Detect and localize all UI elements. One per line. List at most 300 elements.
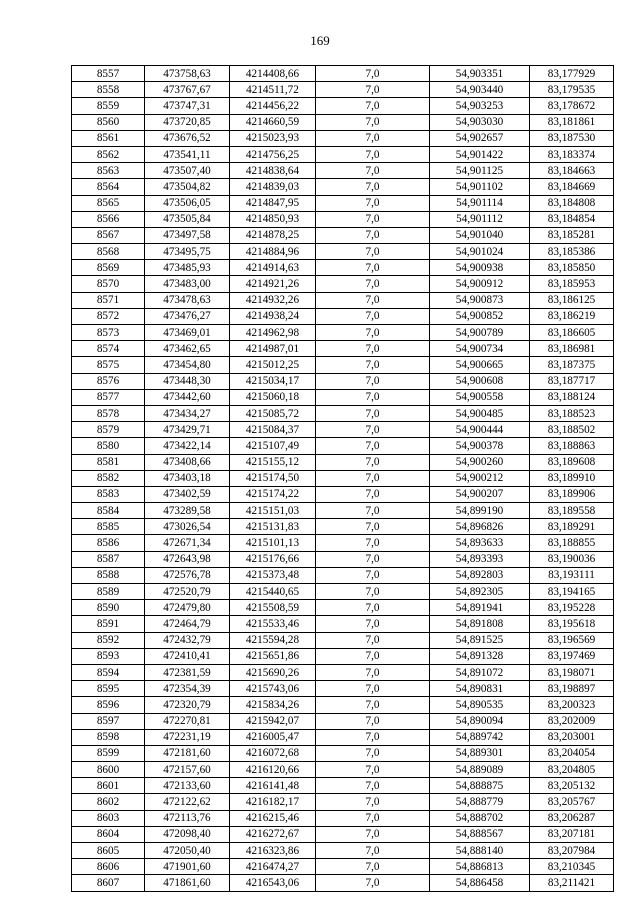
value-cell: 7,0 [316,211,430,227]
value-cell: 7,0 [316,729,430,745]
longitude-cell: 83,195618 [530,616,614,632]
value-cell: 7,0 [316,82,430,98]
latitude-cell: 54,891525 [430,632,530,648]
longitude-cell: 83,193111 [530,567,614,583]
longitude-cell: 83,206287 [530,810,614,826]
value-cell: 7,0 [316,163,430,179]
value-cell: 7,0 [316,146,430,162]
latitude-cell: 54,901114 [430,195,530,211]
table-row [72,600,614,616]
x-coordinate-cell: 473422,14 [145,438,230,454]
y-coordinate-cell: 4214987,01 [230,341,316,357]
x-coordinate-cell: 473476,27 [145,308,230,324]
table-row [72,486,614,502]
y-coordinate-cell: 4216543,06 [230,875,316,891]
y-coordinate-cell: 4216120,66 [230,762,316,778]
point-number-cell: 8567 [72,227,145,243]
longitude-cell: 83,188863 [530,438,614,454]
point-number-cell: 8560 [72,114,145,130]
y-coordinate-cell: 4215508,59 [230,600,316,616]
value-cell: 7,0 [316,357,430,373]
x-coordinate-cell: 471861,60 [145,875,230,891]
y-coordinate-cell: 4215151,03 [230,503,316,519]
table-row [72,681,614,697]
value-cell: 7,0 [316,98,430,114]
y-coordinate-cell: 4214838,64 [230,163,316,179]
point-number-cell: 8573 [72,325,145,341]
latitude-cell: 54,888702 [430,810,530,826]
x-coordinate-cell: 472643,98 [145,551,230,567]
longitude-cell: 83,188855 [530,535,614,551]
value-cell: 7,0 [316,227,430,243]
x-coordinate-cell: 473485,93 [145,260,230,276]
value-cell: 7,0 [316,551,430,567]
latitude-cell: 54,901024 [430,244,530,260]
latitude-cell: 54,900378 [430,438,530,454]
x-coordinate-cell: 472122,62 [145,794,230,810]
value-cell: 7,0 [316,778,430,794]
y-coordinate-cell: 4214511,72 [230,82,316,98]
value-cell: 7,0 [316,503,430,519]
latitude-cell: 54,889089 [430,762,530,778]
y-coordinate-cell: 4214850,93 [230,211,316,227]
y-coordinate-cell: 4214839,03 [230,179,316,195]
longitude-cell: 83,187717 [530,373,614,389]
table-row [72,405,614,421]
table-row [72,567,614,583]
table-row [72,551,614,567]
latitude-cell: 54,900873 [430,292,530,308]
latitude-cell: 54,886458 [430,875,530,891]
value-cell: 7,0 [316,681,430,697]
x-coordinate-cell: 473026,54 [145,519,230,535]
value-cell: 7,0 [316,713,430,729]
latitude-cell: 54,892305 [430,584,530,600]
x-coordinate-cell: 473462,65 [145,341,230,357]
point-number-cell: 8569 [72,260,145,276]
value-cell: 7,0 [316,567,430,583]
longitude-cell: 83,194165 [530,584,614,600]
x-coordinate-cell: 473478,63 [145,292,230,308]
y-coordinate-cell: 4215743,06 [230,681,316,697]
point-number-cell: 8596 [72,697,145,713]
table-row [72,422,614,438]
table-row [72,389,614,405]
longitude-cell: 83,188502 [530,422,614,438]
latitude-cell: 54,889742 [430,729,530,745]
latitude-cell: 54,890831 [430,681,530,697]
longitude-cell: 83,187375 [530,357,614,373]
table-row [72,227,614,243]
point-number-cell: 8584 [72,503,145,519]
x-coordinate-cell: 473469,01 [145,325,230,341]
latitude-cell: 54,900212 [430,470,530,486]
point-number-cell: 8571 [72,292,145,308]
table-row [72,519,614,535]
y-coordinate-cell: 4215085,72 [230,405,316,421]
latitude-cell: 54,893633 [430,535,530,551]
table-row [72,146,614,162]
table-row [72,648,614,664]
x-coordinate-cell: 472320,79 [145,697,230,713]
longitude-cell: 83,184808 [530,195,614,211]
x-coordinate-cell: 472354,39 [145,681,230,697]
y-coordinate-cell: 4215533,46 [230,616,316,632]
longitude-cell: 83,177929 [530,66,614,82]
value-cell: 7,0 [316,762,430,778]
value-cell: 7,0 [316,260,430,276]
latitude-cell: 54,900207 [430,486,530,502]
y-coordinate-cell: 4215084,37 [230,422,316,438]
table-row [72,163,614,179]
table-row [72,826,614,842]
latitude-cell: 54,903253 [430,98,530,114]
point-number-cell: 8599 [72,745,145,761]
y-coordinate-cell: 4215023,93 [230,130,316,146]
table-row [72,357,614,373]
y-coordinate-cell: 4215690,26 [230,664,316,680]
y-coordinate-cell: 4214660,59 [230,114,316,130]
longitude-cell: 83,188523 [530,405,614,421]
longitude-cell: 83,186219 [530,308,614,324]
value-cell: 7,0 [316,438,430,454]
point-number-cell: 8563 [72,163,145,179]
latitude-cell: 54,900852 [430,308,530,324]
x-coordinate-cell: 472464,79 [145,616,230,632]
point-number-cell: 8558 [72,82,145,98]
y-coordinate-cell: 4214878,25 [230,227,316,243]
longitude-cell: 83,207181 [530,826,614,842]
latitude-cell: 54,896826 [430,519,530,535]
y-coordinate-cell: 4215060,18 [230,389,316,405]
x-coordinate-cell: 472181,60 [145,745,230,761]
latitude-cell: 54,903440 [430,82,530,98]
y-coordinate-cell: 4216005,47 [230,729,316,745]
point-number-cell: 8590 [72,600,145,616]
table-row [72,810,614,826]
longitude-cell: 83,188124 [530,389,614,405]
y-coordinate-cell: 4215107,49 [230,438,316,454]
longitude-cell: 83,189906 [530,486,614,502]
y-coordinate-cell: 4215440,65 [230,584,316,600]
table-row [72,308,614,324]
longitude-cell: 83,204054 [530,745,614,761]
y-coordinate-cell: 4215155,12 [230,454,316,470]
x-coordinate-cell: 473676,52 [145,130,230,146]
longitude-cell: 83,184669 [530,179,614,195]
value-cell: 7,0 [316,195,430,211]
longitude-cell: 83,211421 [530,875,614,891]
point-number-cell: 8585 [72,519,145,535]
value-cell: 7,0 [316,470,430,486]
longitude-cell: 83,202009 [530,713,614,729]
y-coordinate-cell: 4215373,48 [230,567,316,583]
y-coordinate-cell: 4215012,25 [230,357,316,373]
x-coordinate-cell: 473483,00 [145,276,230,292]
table-row [72,778,614,794]
point-number-cell: 8606 [72,859,145,875]
value-cell: 7,0 [316,794,430,810]
x-coordinate-cell: 471901,60 [145,859,230,875]
y-coordinate-cell: 4216072,68 [230,745,316,761]
longitude-cell: 83,181861 [530,114,614,130]
value-cell: 7,0 [316,292,430,308]
table-row [72,260,614,276]
point-number-cell: 8577 [72,389,145,405]
value-cell: 7,0 [316,648,430,664]
x-coordinate-cell: 472671,34 [145,535,230,551]
latitude-cell: 54,901422 [430,146,530,162]
value-cell: 7,0 [316,422,430,438]
x-coordinate-cell: 473747,31 [145,98,230,114]
y-coordinate-cell: 4214962,98 [230,325,316,341]
value-cell: 7,0 [316,179,430,195]
y-coordinate-cell: 4214884,96 [230,244,316,260]
table-row [72,325,614,341]
point-number-cell: 8572 [72,308,145,324]
x-coordinate-cell: 472520,79 [145,584,230,600]
latitude-cell: 54,901125 [430,163,530,179]
table-row [72,843,614,859]
longitude-cell: 83,183374 [530,146,614,162]
value-cell: 7,0 [316,341,430,357]
table-row [72,794,614,810]
table-row [72,179,614,195]
table-row [72,454,614,470]
table-row [72,130,614,146]
latitude-cell: 54,891808 [430,616,530,632]
latitude-cell: 54,893393 [430,551,530,567]
longitude-cell: 83,196569 [530,632,614,648]
latitude-cell: 54,899190 [430,503,530,519]
latitude-cell: 54,903030 [430,114,530,130]
point-number-cell: 8582 [72,470,145,486]
value-cell: 7,0 [316,584,430,600]
table-row [72,762,614,778]
table-row [72,114,614,130]
x-coordinate-cell: 473429,71 [145,422,230,438]
x-coordinate-cell: 473454,80 [145,357,230,373]
latitude-cell: 54,888140 [430,843,530,859]
x-coordinate-cell: 472381,59 [145,664,230,680]
y-coordinate-cell: 4214938,24 [230,308,316,324]
value-cell: 7,0 [316,810,430,826]
x-coordinate-cell: 473507,40 [145,163,230,179]
x-coordinate-cell: 472050,40 [145,843,230,859]
point-number-cell: 8603 [72,810,145,826]
table-row [72,341,614,357]
x-coordinate-cell: 473434,27 [145,405,230,421]
table-row [72,438,614,454]
value-cell: 7,0 [316,632,430,648]
value-cell: 7,0 [316,745,430,761]
latitude-cell: 54,903351 [430,66,530,82]
table-row [72,503,614,519]
x-coordinate-cell: 473408,66 [145,454,230,470]
value-cell: 7,0 [316,454,430,470]
x-coordinate-cell: 472479,80 [145,600,230,616]
longitude-cell: 83,185953 [530,276,614,292]
latitude-cell: 54,901102 [430,179,530,195]
longitude-cell: 83,189910 [530,470,614,486]
point-number-cell: 8578 [72,405,145,421]
x-coordinate-cell: 472133,60 [145,778,230,794]
latitude-cell: 54,888567 [430,826,530,842]
longitude-cell: 83,207984 [530,843,614,859]
point-number-cell: 8601 [72,778,145,794]
longitude-cell: 83,200323 [530,697,614,713]
longitude-cell: 83,189558 [530,503,614,519]
table-row [72,82,614,98]
longitude-cell: 83,205132 [530,778,614,794]
latitude-cell: 54,900558 [430,389,530,405]
y-coordinate-cell: 4215101,13 [230,535,316,551]
value-cell: 7,0 [316,843,430,859]
point-number-cell: 8564 [72,179,145,195]
value-cell: 7,0 [316,519,430,535]
table-row [72,98,614,114]
x-coordinate-cell: 472231,19 [145,729,230,745]
longitude-cell: 83,210345 [530,859,614,875]
latitude-cell: 54,900665 [430,357,530,373]
y-coordinate-cell: 4214456,22 [230,98,316,114]
longitude-cell: 83,185386 [530,244,614,260]
latitude-cell: 54,900734 [430,341,530,357]
table-row [72,373,614,389]
longitude-cell: 83,205767 [530,794,614,810]
latitude-cell: 54,892803 [430,567,530,583]
value-cell: 7,0 [316,875,430,891]
point-number-cell: 8591 [72,616,145,632]
table-row [72,244,614,260]
point-number-cell: 8593 [72,648,145,664]
point-number-cell: 8583 [72,486,145,502]
point-number-cell: 8575 [72,357,145,373]
longitude-cell: 83,190036 [530,551,614,567]
point-number-cell: 8607 [72,875,145,891]
latitude-cell: 54,901112 [430,211,530,227]
latitude-cell: 54,888779 [430,794,530,810]
value-cell: 7,0 [316,276,430,292]
y-coordinate-cell: 4216474,27 [230,859,316,875]
y-coordinate-cell: 4215174,22 [230,486,316,502]
table-row [72,875,614,891]
point-number-cell: 8557 [72,66,145,82]
value-cell: 7,0 [316,664,430,680]
point-number-cell: 8595 [72,681,145,697]
latitude-cell: 54,889301 [430,745,530,761]
table-row [72,632,614,648]
latitude-cell: 54,900260 [430,454,530,470]
table-row [72,616,614,632]
longitude-cell: 83,184663 [530,163,614,179]
x-coordinate-cell: 473720,85 [145,114,230,130]
y-coordinate-cell: 4214408,66 [230,66,316,82]
longitude-cell: 83,203001 [530,729,614,745]
point-number-cell: 8559 [72,98,145,114]
longitude-cell: 83,195228 [530,600,614,616]
point-number-cell: 8574 [72,341,145,357]
value-cell: 7,0 [316,826,430,842]
coordinates-table-body [72,66,614,892]
x-coordinate-cell: 473504,82 [145,179,230,195]
point-number-cell: 8589 [72,584,145,600]
table-row [72,713,614,729]
table-row [72,535,614,551]
x-coordinate-cell: 472113,76 [145,810,230,826]
point-number-cell: 8580 [72,438,145,454]
coordinates-table [71,65,614,892]
longitude-cell: 83,198897 [530,681,614,697]
longitude-cell: 83,204805 [530,762,614,778]
y-coordinate-cell: 4214914,63 [230,260,316,276]
point-number-cell: 8587 [72,551,145,567]
table-row [72,195,614,211]
value-cell: 7,0 [316,535,430,551]
table-row [72,664,614,680]
point-number-cell: 8570 [72,276,145,292]
y-coordinate-cell: 4215651,86 [230,648,316,664]
longitude-cell: 83,189291 [530,519,614,535]
point-number-cell: 8598 [72,729,145,745]
point-number-cell: 8604 [72,826,145,842]
value-cell: 7,0 [316,66,430,82]
point-number-cell: 8602 [72,794,145,810]
point-number-cell: 8588 [72,567,145,583]
longitude-cell: 83,179535 [530,82,614,98]
latitude-cell: 54,900608 [430,373,530,389]
point-number-cell: 8568 [72,244,145,260]
y-coordinate-cell: 4214932,26 [230,292,316,308]
value-cell: 7,0 [316,244,430,260]
value-cell: 7,0 [316,114,430,130]
y-coordinate-cell: 4216272,67 [230,826,316,842]
x-coordinate-cell: 472410,41 [145,648,230,664]
x-coordinate-cell: 473403,18 [145,470,230,486]
point-number-cell: 8562 [72,146,145,162]
value-cell: 7,0 [316,486,430,502]
latitude-cell: 54,900938 [430,260,530,276]
table-row [72,697,614,713]
point-number-cell: 8586 [72,535,145,551]
y-coordinate-cell: 4215594,28 [230,632,316,648]
x-coordinate-cell: 473758,63 [145,66,230,82]
point-number-cell: 8576 [72,373,145,389]
x-coordinate-cell: 473506,05 [145,195,230,211]
point-number-cell: 8581 [72,454,145,470]
point-number-cell: 8565 [72,195,145,211]
latitude-cell: 54,890094 [430,713,530,729]
point-number-cell: 8605 [72,843,145,859]
table-row [72,211,614,227]
value-cell: 7,0 [316,405,430,421]
table-row [72,292,614,308]
y-coordinate-cell: 4214756,25 [230,146,316,162]
x-coordinate-cell: 472157,60 [145,762,230,778]
table-row [72,729,614,745]
x-coordinate-cell: 473442,60 [145,389,230,405]
longitude-cell: 83,189608 [530,454,614,470]
value-cell: 7,0 [316,373,430,389]
y-coordinate-cell: 4216141,48 [230,778,316,794]
y-coordinate-cell: 4215176,66 [230,551,316,567]
latitude-cell: 54,891072 [430,664,530,680]
y-coordinate-cell: 4216215,46 [230,810,316,826]
longitude-cell: 83,187530 [530,130,614,146]
longitude-cell: 83,186125 [530,292,614,308]
latitude-cell: 54,902657 [430,130,530,146]
x-coordinate-cell: 473289,58 [145,503,230,519]
